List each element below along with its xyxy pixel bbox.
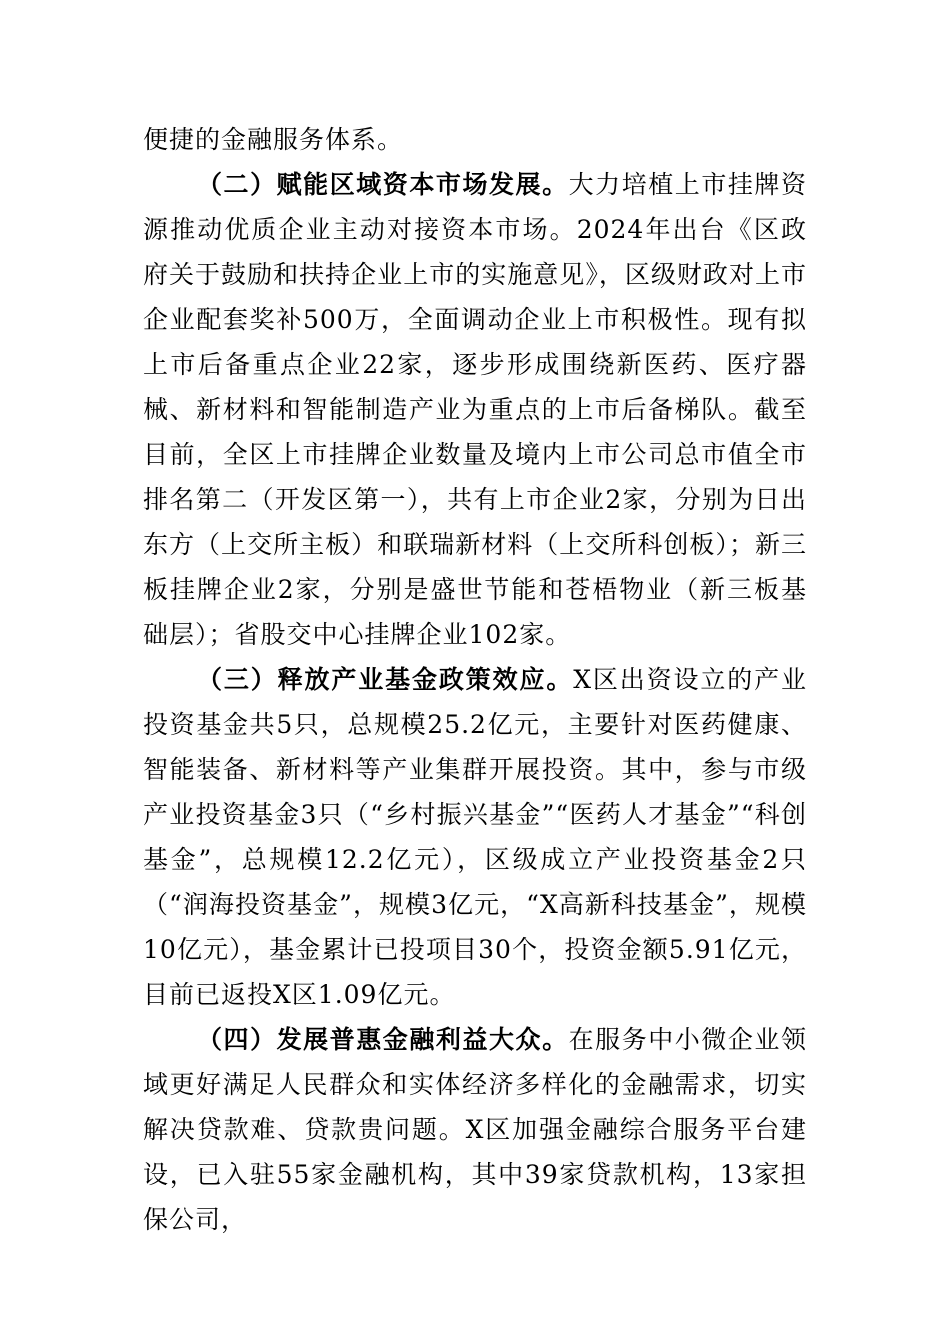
paragraph-1-text: 便捷的金融服务体系。 <box>143 125 404 154</box>
paragraph-3-text: X区出资设立的产业投资基金共5只，总规模25.2亿元，主要针对医药健康、智能装备、新材料等产业集群开展投资。其中，参与市级产业投资基金3只（“乡村振兴基金”“医药人才基金”“科创基金”，总规模12.2亿元），区级成立产业投资基金2只（“润海投资基金”，规模3亿元，“X高新科技基金”，规模10亿元），基金累计已投项目30个，投资金额5.91亿元，目前已返投X区1.09亿元。 <box>143 665 807 1009</box>
paragraph-4-heading: （四）发展普惠金融利益大众。 <box>197 1025 569 1054</box>
paragraph-4 <box>143 1017 807 1242</box>
paragraph-2 <box>143 162 807 657</box>
paragraph-2-text: 大力培植上市挂牌资源推动优质企业主动对接资本市场。2024年出台《区政府关于鼓励和扶持企业上市的实施意见》，区级财政对上市企业配套奖补500万，全面调动企业上市积极性。现有拟上市后备重点企业22家，逐步形成围绕新医药、医疗器械、新材料和智能制造产业为重点的上市后备梯队。截至目前，全区上市挂牌企业数量及境内上市公司总市值全市排名第二（开发区第一），共有上市企业2家，分别为日出东方（上交所主板）和联瑞新材料（上交所科创板）；新三板挂牌企业2家，分别是盛世节能和苍梧物业（新三板基础层）；省股交中心挂牌企业102家。 <box>143 170 807 649</box>
paragraph-2-heading: （二）赋能区域资本市场发展。 <box>197 170 569 199</box>
paragraph-4-text: 在服务中小微企业领域更好满足人民群众和实体经济多样化的金融需求，切实解决贷款难、贷款贵问题。X区加强金融综合服务平台建设，已入驻55家金融机构，其中39家贷款机构，13家担保公司， <box>143 1025 807 1234</box>
paragraph-3 <box>143 657 807 1017</box>
paragraph-1 <box>143 117 807 162</box>
paragraph-3-heading: （三）释放产业基金政策效应。 <box>197 665 574 694</box>
document-body <box>143 117 807 1242</box>
